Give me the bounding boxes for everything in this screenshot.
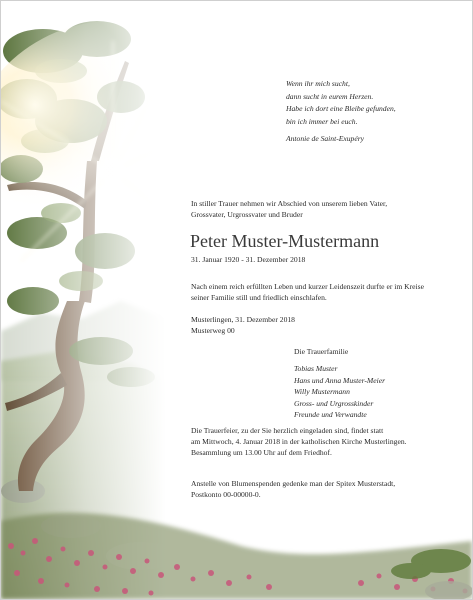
family-member: Willy Mustermann — [294, 387, 350, 396]
life-dates: 31. Januar 1920 - 31. Dezember 2018 — [191, 255, 306, 264]
family-member: Freunde und Verwandte — [294, 410, 367, 419]
family-member: Gross- und Urgrosskinder — [294, 398, 374, 408]
funeral-service-info — [191, 425, 407, 458]
mourning-family — [294, 346, 385, 421]
quote-line: bin ich immer bei euch. — [286, 116, 358, 126]
address: Musterweg 00 — [191, 326, 235, 335]
deceased-name: Peter Muster-Mustermann — [190, 231, 380, 251]
family-member: Hans und Anna Muster-Meier — [294, 375, 386, 385]
intro-line: In stiller Trauer nehmen wir Abschied von unserem lieben Vater, — [191, 199, 388, 208]
donation-line: Postkonto 00-00000-0. — [191, 490, 261, 499]
quote-block — [286, 78, 396, 146]
quote-line: Wenn ihr mich sucht, — [286, 79, 350, 88]
donation-info — [191, 478, 395, 500]
donation-line: Anstelle von Blumenspenden gedenke man der Spitex Musterstadt, — [191, 479, 396, 488]
quote-line: dann sucht in eurem Herzen. — [286, 91, 374, 101]
family-heading: Die Trauerfamilie — [294, 347, 349, 356]
intro-line: Grossvater, Urgrossvater und Bruder — [191, 210, 303, 219]
intro-text — [191, 198, 387, 220]
family-members — [294, 363, 385, 421]
service-line: Besammlung um 13.00 Uhr auf dem Friedhof. — [191, 448, 332, 457]
service-line: Die Trauerfeier, zu der Sie herzlich eingeladen sind, findet statt — [191, 426, 384, 435]
message-line: Nach einem reich erfüllten Leben und kurzer Leidenszeit durfte er im Kreise — [191, 282, 424, 291]
passing-message — [191, 281, 424, 303]
quote-author: Antonie de Saint-Exupéry — [286, 134, 365, 143]
quote-line: Habe ich dort eine Bleibe gefunden, — [286, 104, 396, 113]
message-line: seiner Familie still und friedlich einschlafen. — [191, 293, 327, 302]
service-line: am Mittwoch, 4. Januar 2018 in der katholischen Kirche Musterlingen. — [191, 437, 407, 446]
family-member: Tobias Muster — [294, 364, 338, 373]
place-and-address — [191, 314, 295, 336]
place-date: Musterlingen, 31. Dezember 2018 — [191, 315, 295, 324]
